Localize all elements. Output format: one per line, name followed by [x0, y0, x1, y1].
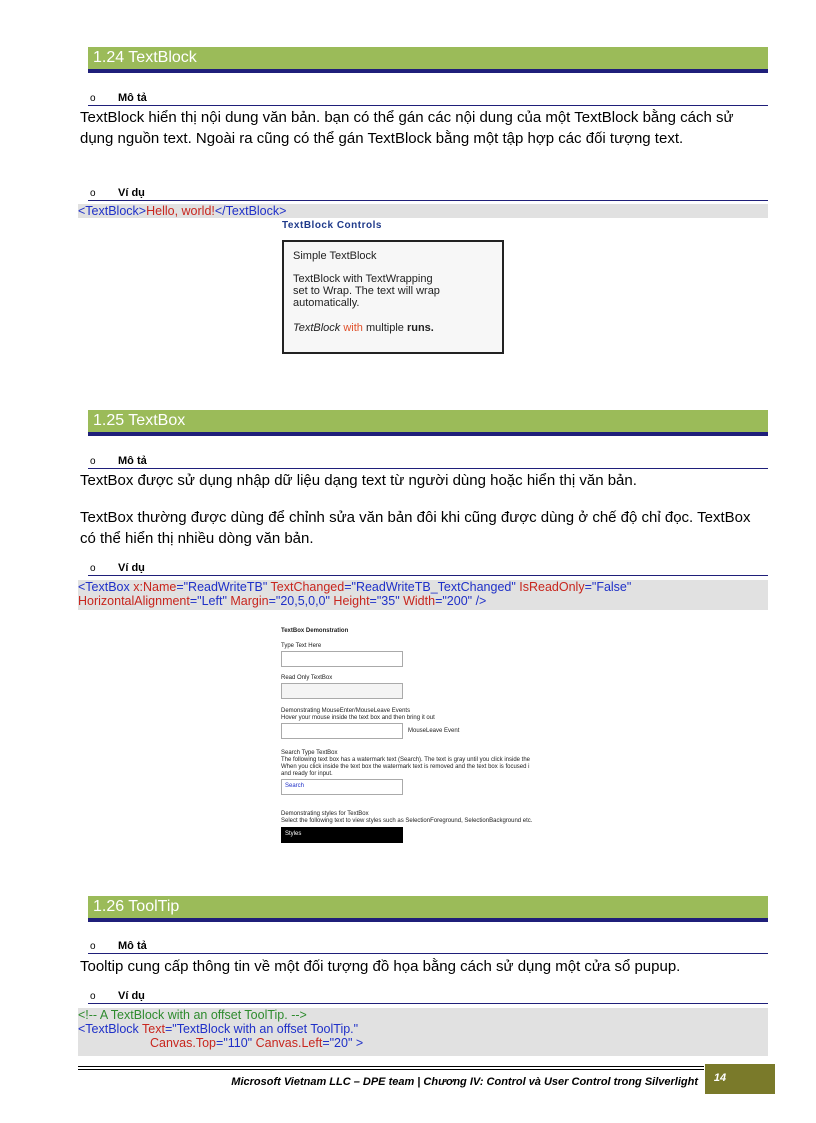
subheading-rule — [88, 953, 768, 954]
section-title: 1.25 TextBox — [93, 412, 186, 429]
subheading-rule — [88, 468, 768, 469]
search-watermark: Search — [285, 783, 305, 789]
search-input[interactable] — [281, 779, 403, 795]
textblock-demo-panel — [282, 240, 504, 354]
description-text: TextBlock hiển thị nội dung văn bản. bạn có thể gán các nội dung của một TextBlock bằng cách sử dụng nguồn text. Ngoài ra cũng có thể gán TextBlock bằng một tập hợp các đối tượng text. — [80, 109, 734, 147]
description-text: TextBox thường được dùng để chỉnh sửa văn bản đôi khi cũng được dùng ở chế độ chỉ đọc. TextBox có thể hiển thị nhiều dòng văn bản. — [80, 509, 751, 547]
demo-label: Demonstrating styles for TextBox — [281, 811, 369, 817]
subheading-vi-du: o Ví dụ — [90, 990, 145, 1002]
demo-label: Type Text Here — [281, 643, 322, 649]
demo-label: Search Type TextBox — [281, 750, 338, 756]
demo-label: Select the following text to view styles such as SelectionForeground, SelectionBackground etc. — [281, 818, 533, 824]
demo-runs: TextBlock with multiple runs. — [293, 322, 434, 334]
page-number-box — [705, 1064, 775, 1094]
subheading-vi-du: o Ví dụ — [90, 187, 145, 199]
section-header-textblock — [88, 47, 768, 69]
read-only-input — [281, 683, 403, 699]
footer-rule — [78, 1066, 704, 1067]
styles-text: Styles — [285, 831, 302, 837]
demo-label: and ready for input. — [281, 771, 333, 777]
demo-title: TextBlock Controls — [282, 220, 382, 231]
description-text: TextBox được sử dụng nhập dữ liệu dạng text từ người dùng hoặc hiển thị văn bản. — [80, 472, 637, 489]
styles-input[interactable] — [281, 827, 403, 843]
subheading-mo-ta: o Mô tả — [90, 455, 147, 467]
demo-label: The following text box has a watermark text (Search). The text is gray until you click inside the — [281, 757, 530, 763]
description-text: Tooltip cung cấp thông tin về một đối tượng đồ họa bằng cách sử dụng một cửa sổ pupup. — [80, 958, 681, 975]
demo-label: When you click inside the text box the watermark text is removed and the text box is focused i — [281, 764, 530, 770]
demo-line: set to Wrap. The text will wrap — [293, 285, 440, 297]
section-rule — [88, 432, 768, 436]
section-rule — [88, 69, 768, 73]
subheading-rule — [88, 1003, 768, 1004]
section-title: 1.26 ToolTip — [93, 898, 180, 915]
type-text-input[interactable] — [281, 651, 403, 667]
demo-line: TextBlock with TextWrapping — [293, 273, 433, 285]
demo-line: Simple TextBlock — [293, 250, 377, 262]
code-block: <TextBlock>Hello, world!</TextBlock> — [78, 204, 768, 218]
mouse-leave-label: MouseLeave Event — [408, 728, 460, 734]
demo-label: Read Only TextBox — [281, 675, 333, 681]
section-title: 1.24 TextBlock — [93, 49, 197, 66]
demo-label: Hover your mouse inside the text box and then bring it out — [281, 715, 435, 721]
subheading-rule — [88, 200, 768, 201]
demo-line: automatically. — [293, 297, 360, 309]
code-block: <TextBox x:Name="ReadWriteTB" TextChanged="ReadWriteTB_TextChanged" IsReadOnly="False" HorizontalAlignment="Left" Margin="20,5,0,0" Height="35" Width="200" /> — [78, 580, 768, 610]
subheading-rule — [88, 105, 768, 106]
page-number: 14 — [713, 1072, 727, 1084]
demo-title: TextBox Demonstration — [281, 628, 349, 634]
demo-label: Demonstrating MouseEnter/MouseLeave Events — [281, 708, 411, 714]
subheading-mo-ta: o Mô tả — [90, 92, 147, 104]
subheading-rule — [88, 575, 768, 576]
subheading-vi-du: o Ví dụ — [90, 562, 145, 574]
code-block: <!-- A TextBlock with an offset ToolTip. --> <TextBlock Text="TextBlock with an offset ToolTip." Canvas.Top="110" Canvas.Left="20" > — [78, 1008, 768, 1056]
subheading-mo-ta: o Mô tả — [90, 940, 147, 952]
section-header-tooltip — [88, 896, 768, 918]
section-header-textbox — [88, 410, 768, 432]
footer-rule — [78, 1069, 704, 1070]
footer-text: Microsoft Vietnam LLC – DPE team | Chương IV: Control và User Control trong Silverlight — [231, 1076, 698, 1088]
mouse-events-input[interactable] — [281, 723, 403, 739]
section-rule — [88, 918, 768, 922]
